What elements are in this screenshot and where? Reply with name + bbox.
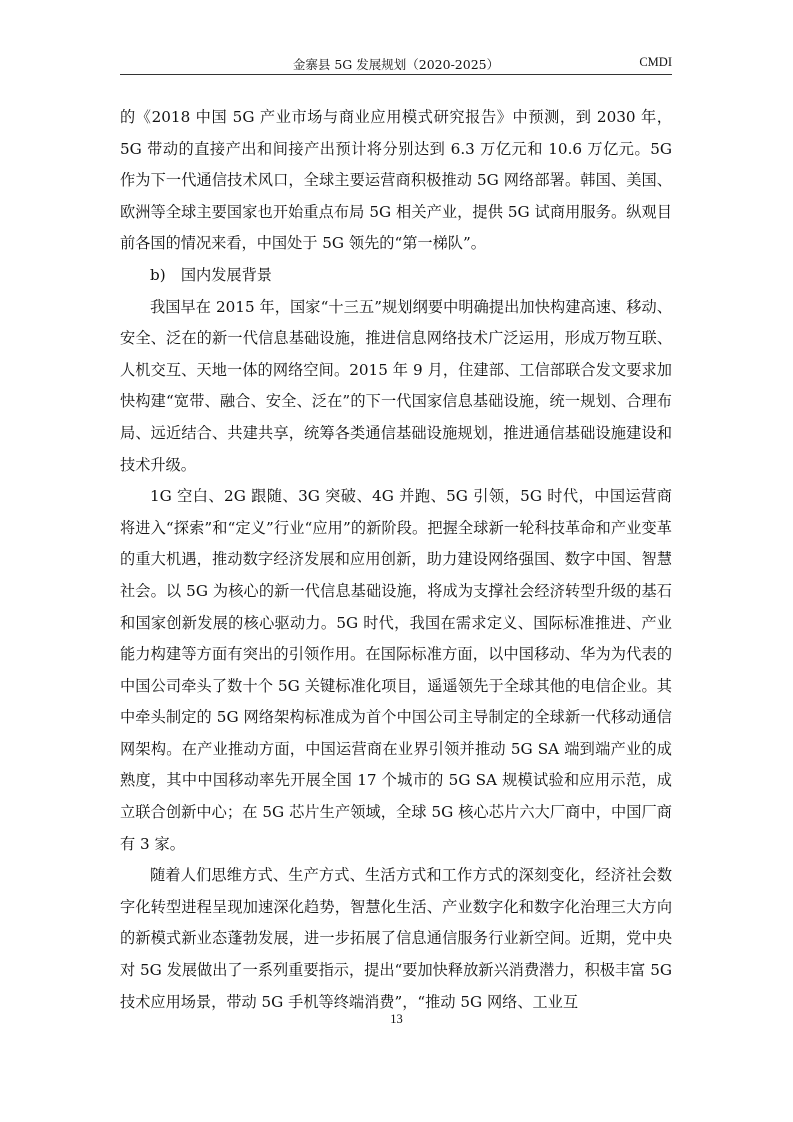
paragraph: 的《2018 中国 5G 产业市场与商业应用模式研究报告》中预测，到 2030 年，5G 带动的直接产出和间接产出预计将分别达到 6.3 万亿元和 10.6 万亿元。5G 作为下一代通信技术风口，全球主要运营商积极推动 5G 网络部署。韩国、美国、欧洲等全球主要国家也开始重点布局 5G 相关产业，提供 5G 试商用服务。纵观目前各国的情况来看，中国处于 5G 领先的“第一梯队”。 [120, 108, 672, 253]
document-body [120, 102, 672, 1018]
header-org: CMDI [639, 55, 672, 69]
section-subheading: b) 国内发展背景 [150, 265, 272, 284]
paragraph: 我国早在 2015 年，国家“十三五”规划纲要中明确提出加快构建高速、移动、安全、泛在的新一代信息基础设施，推进信息网络技术广泛运用，形成万物互联、人机交互、天地一体的网络空间。2015 年 9 月，住建部、工信部联合发文要求加快构建“宽带、融合、安全、泛在”的下一代国家信息基础设施，统一规划、合理布局、远近结合、共建共享，统筹各类通信基础设施规划，推进通信基础设施建设和技术升级。 [120, 297, 672, 474]
header-title: 金寨县 5G 发展规划（2020-2025） [292, 57, 500, 72]
page-number: 13 [390, 1012, 403, 1026]
page-header [120, 54, 672, 75]
paragraph: 1G 空白、2G 跟随、3G 突破、4G 并跑、5G 引领，5G 时代，中国运营商将进入“探索”和“定义”行业“应用”的新阶段。把握全球新一轮科技革命和产业变革的重大机遇，推动数字经济发展和应用创新，助力建设网络强国、数字中国、智慧社会。以 5G 为核心的新一代信息基础设施，将成为支撑社会经济转型升级的基石和国家创新发展的核心驱动力。5G 时代，我国在需求定义、国际标准推进、产业能力构建等方面有突出的引领作用。在国际标准方面，以中国移动、华为为代表的中国公司牵头了数十个 5G 关键标准化项目，遥遥领先于全球其他的电信企业。其中牵头制定的 5G 网络架构标准成为首个中国公司主导制定的全球新一代移动通信网架构。在产业推动方面，中国运营商在业界引领并推动 5G SA 端到端产业的成熟度，其中中国移动率先开展全国 17 个城市的 5G SA 规模试验和应用示范，成立联合创新中心；在 5G 芯片生产领域，全球 5G 核心芯片六大厂商中，中国厂商有 3 家。 [120, 487, 672, 853]
paragraph: 随着人们思维方式、生产方式、生活方式和工作方式的深刻变化，经济社会数字化转型进程呈现加速深化趋势，智慧化生活、产业数字化和数字化治理三大方向的新模式新业态蓬勃发展，进一步拓展了信息通信服务行业新空间。近期，党中央对 5G 发展做出了一系列重要指示，提出“要加快释放新兴消费潜力，积极丰富 5G 技术应用场景，带动 5G 手机等终端消费”，“推动 5G 网络、工业互 [120, 866, 672, 1011]
